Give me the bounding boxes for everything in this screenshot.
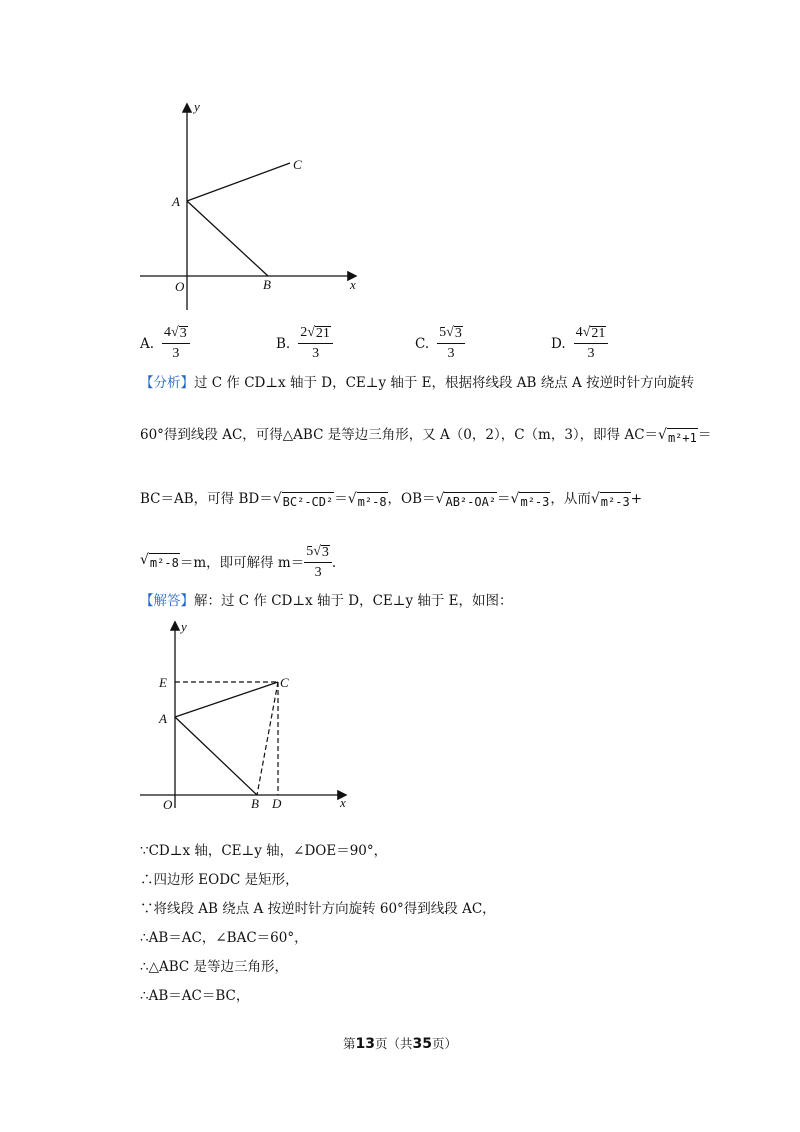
sqrt-expr: √ m²-3	[590, 491, 630, 509]
sqrt-expr: √ BC²-CD²	[272, 491, 334, 509]
sqrt-expr: √ m²+1	[658, 427, 697, 445]
label-a: A	[172, 194, 180, 209]
sqrt-expr: √ m²-3	[510, 491, 550, 509]
figure-1-diagram	[130, 95, 370, 315]
label-a: A	[159, 711, 167, 726]
segment-ab	[187, 201, 268, 276]
step-5: ∴△ABC 是等边三角形，	[140, 959, 289, 975]
label-x: x	[340, 795, 346, 810]
solution-tag: 【解答】	[140, 593, 194, 609]
label-d: D	[272, 796, 282, 811]
segment-ab	[175, 717, 257, 795]
analysis-line-3: BC＝AB，可得 BD＝ √ BC²-CD² ＝ √ m²-8 ，OB＝ √ AB²-OA² ＝ √ m²-3 ，从而 √ m²-3 +	[140, 491, 643, 509]
option-c[interactable]	[415, 326, 465, 361]
sqrt-expr: √ m²-8	[347, 491, 387, 509]
analysis-line-2: 60°得到线段 AC，可得△ABC 是等边三角形，又 A（0，2），C（m，3），即得 AC＝ √ m²+1 ＝	[140, 427, 712, 445]
segment-ac	[175, 682, 278, 717]
figure-2-diagram	[135, 615, 360, 815]
label-b: B	[263, 277, 271, 292]
analysis-tag: 【分析】	[140, 375, 194, 391]
label-b: B	[251, 796, 259, 811]
page-footer: 第13页（共35页）	[342, 1036, 457, 1052]
option-fraction: 2 √ 21 3	[298, 326, 333, 361]
label-o: O	[163, 797, 173, 812]
label-c: C	[280, 675, 289, 690]
label-c: C	[293, 157, 302, 172]
page-number: 13	[355, 1036, 375, 1052]
step-1: ∵CD⊥x 轴，CE⊥y 轴，∠DOE＝90°，	[140, 843, 388, 859]
option-letter: A.	[140, 335, 155, 352]
solution-intro: 【解答】解：过 C 作 CD⊥x 轴于 D，CE⊥y 轴于 E，如图：	[140, 593, 513, 609]
step-2: ∴四边形 EODC 是矩形，	[140, 872, 299, 888]
option-fraction: 4 √ 3 3	[162, 326, 190, 361]
label-y: y	[181, 619, 187, 634]
option-letter: D.	[551, 335, 566, 352]
option-letter: C.	[415, 335, 430, 352]
option-a[interactable]	[140, 326, 190, 361]
analysis-line-1: 【分析】过 C 作 CD⊥x 轴于 D，CE⊥y 轴于 E，根据将线段 AB 绕点 A 按逆时针方向旋转	[140, 375, 695, 391]
label-e: E	[159, 675, 167, 690]
step-4: ∴AB＝AC，∠BAC＝60°，	[140, 930, 308, 946]
option-d[interactable]	[551, 326, 608, 361]
option-fraction: 4 √ 21 3	[574, 326, 609, 361]
segment-ac	[187, 163, 290, 201]
step-3: ∵将线段 AB 绕点 A 按逆时针方向旋转 60°得到线段 AC，	[140, 901, 496, 917]
label-y: y	[194, 99, 200, 114]
sqrt-expr: √ AB²-OA²	[435, 491, 497, 509]
page-total: 35	[412, 1036, 432, 1052]
analysis-line-4: √ m²-8 ＝m，即可解得 m＝ 5 √ 3 3 .	[140, 544, 337, 580]
step-6: ∴AB＝AC＝BC，	[140, 988, 250, 1004]
option-letter: B.	[276, 335, 291, 352]
option-fraction: 5 √ 3 3	[437, 326, 465, 361]
sqrt-expr: √ m²-8	[140, 552, 179, 570]
option-b[interactable]	[276, 326, 333, 361]
label-o: O	[175, 279, 185, 294]
label-x: x	[350, 277, 356, 292]
dashed-cb	[257, 682, 278, 795]
answer-fraction: 5 √ 3 3	[304, 545, 332, 580]
